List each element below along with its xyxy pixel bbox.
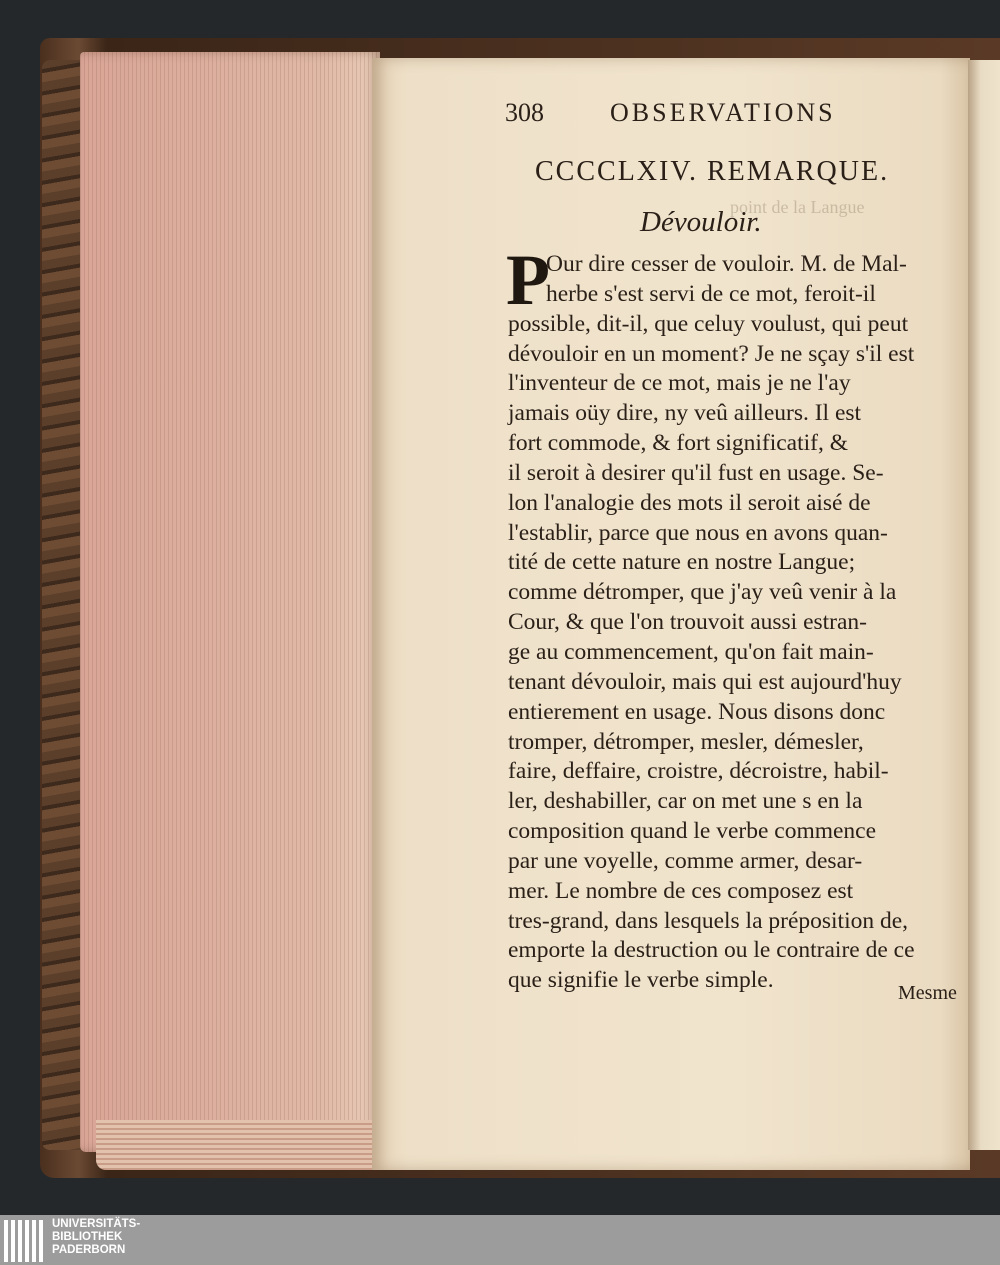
text-line: herbe s'est servi de ce mot, feroit-il (546, 280, 876, 307)
catchword: Mesme (898, 982, 957, 1004)
text-line: par une voyelle, comme armer, desar- (508, 847, 863, 874)
book-spine (42, 60, 80, 1150)
text-line: tenant dévouloir, mais qui est aujourd'huy (508, 668, 902, 695)
text-line: comme détromper, que j'ay veû venir à la (508, 579, 897, 606)
page-block-bottom (96, 1120, 386, 1170)
text-line: mer. Le nombre de ces composez est (508, 877, 854, 904)
text-line: l'inventeur de ce mot, mais je ne l'ay (508, 370, 851, 397)
text-line: faire, deffaire, croistre, décroistre, habil- (508, 758, 889, 785)
library-name-line: BIBLIOTHEK (52, 1231, 123, 1243)
text-line: emporte la destruction ou le contraire de ce (508, 937, 915, 964)
text-line: dévouloir en un moment? Je ne sçay s'il est (508, 340, 915, 367)
library-name (52, 1218, 140, 1257)
library-name-line: PADERBORN (52, 1244, 126, 1256)
text-line: il seroit à desirer qu'il fust en usage. Se- (508, 459, 884, 486)
text-line: lon l'analogie des mots il seroit aisé de (508, 489, 871, 516)
text-line: jamais oüy dire, ny veû ailleurs. Il est (508, 400, 862, 427)
footer-bar (0, 1215, 1000, 1265)
remark-heading: CCCCLXIV. REMARQUE. (535, 156, 890, 187)
text-line: tres-grand, dans lesquels la préposition de, (508, 907, 909, 934)
text-line: ler, deshabiller, car on met une s en la (508, 788, 863, 815)
page-block-edges (80, 52, 380, 1152)
text-line: que signifie le verbe simple. (508, 967, 774, 994)
page-header (505, 98, 905, 134)
show-through-text: point de la Langue (730, 197, 865, 217)
text-line: entierement en usage. Nous disons donc (508, 698, 886, 725)
running-title: OBSERVATIONS (610, 98, 836, 127)
text-line: composition quand le verbe commence (508, 818, 877, 845)
text-line: Cour, & que l'on trouvoit aussi estran- (508, 609, 868, 636)
text-line: Our dire cesser de vouloir. M. de Mal- (546, 251, 907, 277)
text-line: ge au commencement, qu'on fait main- (508, 638, 874, 665)
text-line: possible, dit-il, que celuy voulust, qui peut (508, 310, 909, 337)
drop-cap: P (506, 240, 550, 320)
page-number: 308 (505, 98, 544, 127)
text-line: fort commode, & fort significatif, & (508, 430, 849, 457)
text-line: tromper, détromper, mesler, démesler, (508, 728, 864, 755)
entry-word: Dévouloir. (640, 206, 762, 238)
body-text (506, 240, 948, 996)
library-logo-icon (2, 1220, 46, 1262)
library-name-line: UNIVERSITÄTS- (52, 1218, 141, 1230)
facing-page-edge (968, 60, 1000, 1150)
text-line: l'establir, parce que nous en avons quan- (508, 519, 888, 546)
text-line: tité de cette nature en nostre Langue; (508, 549, 856, 576)
